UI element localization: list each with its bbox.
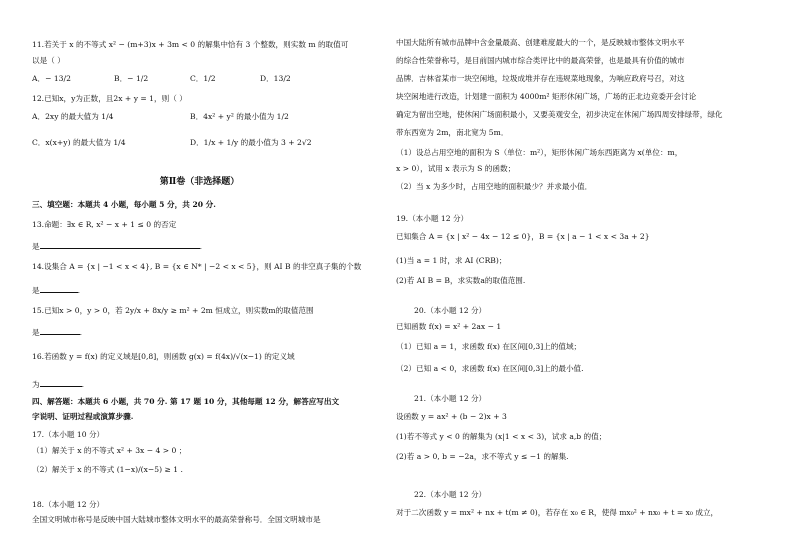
q20-part1: （1）已知 a = 1，求函数 f(x) 在区间[0,3]上的值域； <box>396 342 582 351</box>
q11-option-d: D．13/2 <box>260 74 291 83</box>
q15-stem: 15.已知x > 0，y > 0，若 2y/x + 8x/y ≥ m² + 2m 恒成立，则实数m的取值范围 <box>32 306 314 315</box>
q20-part2: （2）已知 a < 0，求函数 f(x) 在区间[0,3]上的最小值. <box>396 364 584 373</box>
q20-head: 20.（本小题 12 分） <box>414 306 487 315</box>
q22-head: 22.（本小题 12 分） <box>414 490 487 499</box>
q21-stem: 设函数 y = ax² + (b − 2)x + 3 <box>396 412 507 421</box>
q14-stem: 14.设集合 A = {x | −1 < x < 4}, B = {x ∈ N* | −2 < x < 5}，则 AI B 的非空真子集的个数 <box>32 262 362 271</box>
q21-part1: (1)若不等式 y < 0 的解集为 (x|1 < x < 3)，试求 a,b 的值； <box>396 432 607 441</box>
q13-stem: 13.命题：∃x ∈ R, x² − x + 1 ≤ 0 的否定 <box>32 220 177 229</box>
q14-blank[interactable] <box>40 284 78 293</box>
q16-answer-line: 为 . <box>32 380 85 389</box>
q13-blank[interactable] <box>40 240 200 249</box>
q11-stem-cont: 以是（ ） <box>32 56 65 65</box>
q17-head: 17.（本小题 10 分） <box>32 430 105 439</box>
q14-answer-line: 是 . <box>32 286 81 295</box>
q18-head: 18.（本小题 12 分） <box>32 500 105 509</box>
q11-option-b: B．− 1/2 <box>114 74 149 83</box>
q19-stem: 已知集合 A = {x | x² − 4x − 12 ≤ 0}，B = {x | a − 1 < x < 3a + 2} <box>396 232 650 241</box>
solve-section-intro-cont: 字说明、证明过程或演算步骤. <box>32 412 134 421</box>
q12-option-d: D．1/x + 1/y 的最小值为 3 + 2√2 <box>190 138 312 147</box>
q18-cont-line: 块空闲地进行改造，计划建一面积为 4000m² 矩形休闲广场，广场的正北边竞委开会讨论 <box>396 92 697 101</box>
q12-option-c: C．x(x+y) 的最大值为 1/4 <box>32 138 126 147</box>
q17-part1: （1）解关于 x 的不等式 x² + 3x − 4 > 0 ； <box>32 446 187 455</box>
q18-cont-line: 中国大陆所有城市品牌中含金量最高、创建难度最大的一个，是反映城市整体文明水平 <box>396 38 685 47</box>
q11-stem: 11.若关于 x 的不等式 x² − (m+3)x + 3m < 0 的解集中恰有 3 个整数，则实数 m 的取值可 <box>32 40 349 49</box>
q19-head: 19.（本小题 12 分） <box>396 214 469 223</box>
q11-option-a: A．− 13/2 <box>32 74 71 83</box>
q18-part1-cont: x > 0），试用 x 表示为 S 的函数； <box>396 164 516 173</box>
q18-part2: （2）当 x 为多少时，占用空地的面积最少？并求最小值． <box>396 182 593 191</box>
q21-part2: (2)若 a > 0, b = −2a，求不等式 y ≤ −1 的解集. <box>396 452 569 461</box>
q18-text: 全国文明城市称号是反映中国大陆城市整体文明水平的最高荣誉称号．全国文明城市是 <box>32 515 321 524</box>
q12-stem: 12.已知x，y为正数，且2x + y = 1，则（ ） <box>32 94 187 103</box>
q11-option-c: C．1/2 <box>190 74 216 83</box>
q20-stem: 已知函数 f(x) = x² + 2ax − 1 <box>396 322 502 331</box>
q19-part1: (1)当 a = 1 时，求 AI (CRB)； <box>396 256 507 265</box>
q18-cont-line: 品牌．吉林省某市一块空闲地，垃圾成堆并存在违规菜地现象，为响应政府号召，对这 <box>396 74 685 83</box>
q21-head: 21.（本小题 12 分） <box>414 394 487 403</box>
solve-section-intro: 四、解答题：本题共 6 小题，共 70 分. 第 17 题 10 分，其他每题 12 分，解答应写出文 <box>32 397 340 406</box>
q18-cont-line: 带东西宽为 2m，南北宽为 5m． <box>396 128 509 137</box>
q12-option-a: A．2xy 的最大值为 1/4 <box>32 112 114 121</box>
q19-part2: (2)若 AI B = B，求实数a的取值范围. <box>396 276 526 285</box>
q13-answer-line: 是 . <box>32 242 203 251</box>
q16-stem: 16.若函数 y = f(x) 的定义域是[0,8]，则函数 g(x) = f(4x)/√(x−1) 的定义域 <box>32 352 295 361</box>
q12-option-b: B．4x² + y² 的最小值为 1/2 <box>190 112 289 121</box>
q18-cont-line: 的综合性荣誉称号，是目前国内城市综合类评比中的最高荣誉，也是最具有价值的城市 <box>396 56 685 65</box>
q17-part2: （2）解关于 x 的不等式 (1−x)/(x−5) ≥ 1 . <box>32 465 183 474</box>
fill-section-intro: 三、填空题：本题共 4 小题，每小题 5 分，共 20 分. <box>32 200 216 209</box>
part2-title: 第Ⅱ卷（非选择题） <box>159 177 240 187</box>
q15-answer-line: 是 . <box>32 328 83 337</box>
q16-blank[interactable] <box>40 378 82 387</box>
q15-blank[interactable] <box>40 326 80 335</box>
q18-cont-line: 确定为留出空地，使休闲广场面积最小，又要美观安全，初步决定在休闲广场四周安排绿带，绿化 <box>396 110 723 119</box>
q22-stem: 对于二次函数 y = mx² + nx + t(m ≠ 0)，若存在 x₀ ∈ R，使得 mx₀² + nx₀ + t = x₀ 成立， <box>396 508 719 517</box>
q18-part1: （1）设总占用空地的面积为 S（单位：m²），矩形休闲广场东西距离为 x(单位：m， <box>396 148 683 157</box>
